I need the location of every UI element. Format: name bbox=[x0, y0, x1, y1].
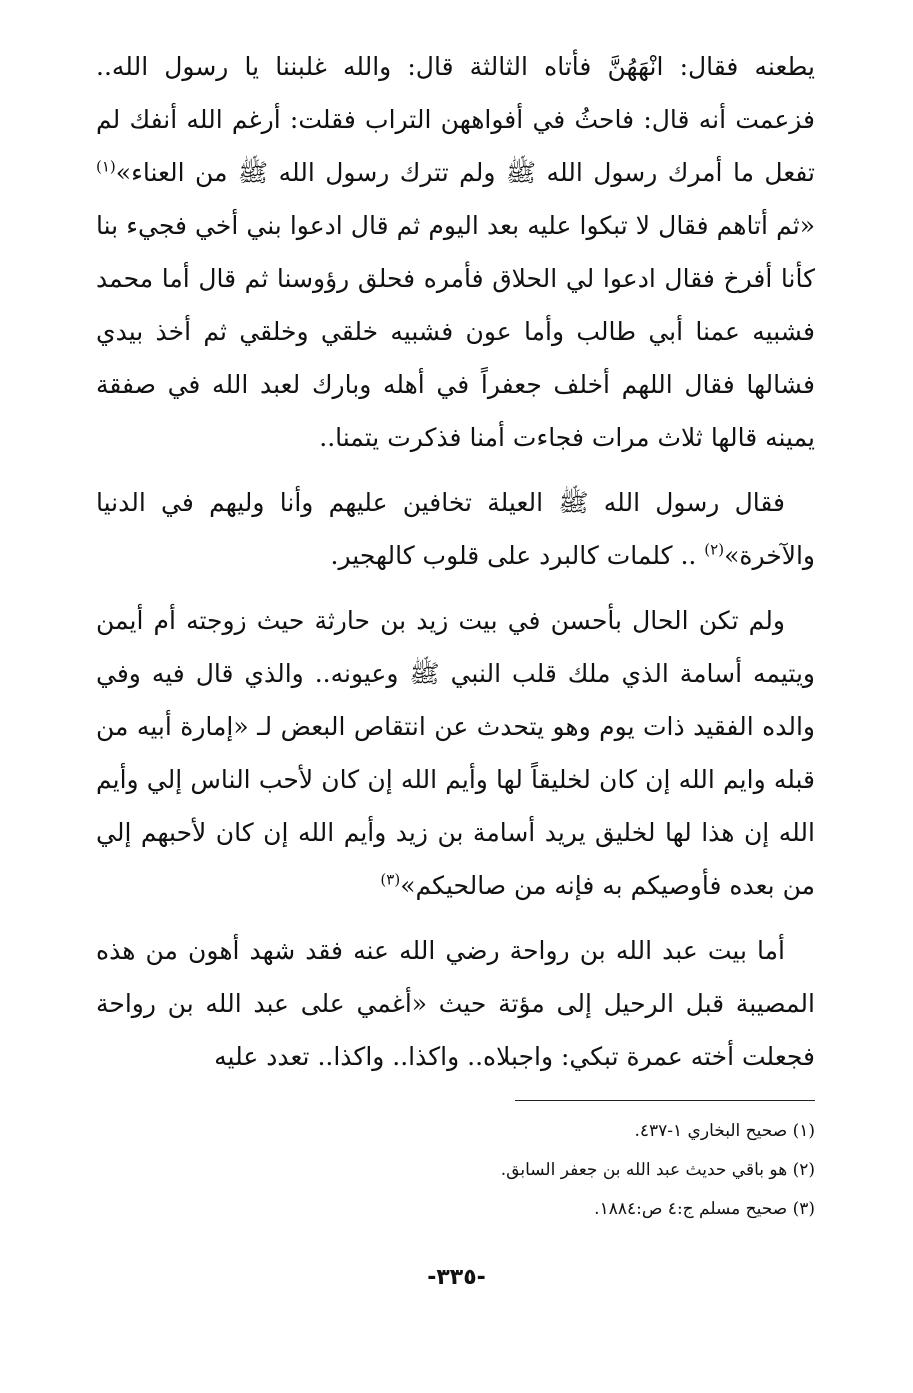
page-number: -٣٣٥- bbox=[427, 1265, 486, 1290]
footnote-3: (٣) صحيح مسلم ج:٤ ص:١٨٨٤. bbox=[594, 1199, 815, 1219]
paragraph-2-text-b: .. كلمات كالبرد على قلوب كالهجير. bbox=[330, 541, 705, 570]
footnotes-section bbox=[96, 1112, 815, 1229]
paragraph-4-text: أما بيت عبد الله بن رواحة رضي الله عنه فقد شهد أهون من هذه المصيبة قبل الرحيل إلى مؤتة حيث «أغمي على عبد الله بن رواحة فجعلت أخته عمرة تبكي: واجبلاه.. واكذا.. واكذا.. تعدد عليه bbox=[96, 936, 815, 1071]
footnote-ref-1[interactable]: (١) bbox=[96, 157, 116, 176]
paragraph-1-text-b: «ثم أتاهم فقال لا تبكوا عليه بعد اليوم ثم قال ادعوا بني أخي فجيء بنا كأنا أفرخ فقال ادعوا لي الحلاق فأمره فحلق رؤوسنا ثم قال أما محمد فشبيه عمنا أبي طالب وأما عون فشبيه خلقي وخلقي ثم أخذ بيدي فشالها فقال اللهم أخلف جعفراً في أهله وبارك لعبد الله في صفقة يمينه قالها ثلاث مرات فجاءت أمنا فذكرت يتمنا.. bbox=[96, 211, 815, 452]
paragraph-1-text-a: يطعنه فقال: انْهَهُنَّ فأتاه الثالثة قال: والله غلبننا يا رسول الله.. فزعمت أنه قال: فاحثُ في أفواههن التراب فقلت: أرغم الله أنفك لم تفعل ما أمرك رسول الله ﷺ ولم تترك رسول الله ﷺ من العناء» bbox=[96, 52, 815, 187]
paragraph-2-text-a: فقال رسول الله ﷺ العيلة تخافين عليهم وأنا وليهم في الدنيا والآخرة» bbox=[96, 488, 815, 570]
paragraph-3 bbox=[96, 594, 815, 912]
paragraph-3-text-a: ولم تكن الحال بأحسن في بيت زيد بن حارثة حيث زوجته أم أيمن ويتيمه أسامة الذي ملك قلب النبي ﷺ وعيونه.. والذي قال فيه وفي والده الفقيد ذات يوم وهو يتحدث عن انتقاص البعض لـ «إمارة أبيه من قبله وايم الله إن كان لخليقاً لها وأيم الله إن كان لأحب الناس إلي وأيم الله إن هذا لها لخليق يريد أسامة بن زيد وأيم الله إن كان لأحبهم إلي من بعده فأوصيكم به فإنه من صالحيكم» bbox=[96, 606, 815, 900]
footnote-ref-2[interactable]: (٢) bbox=[704, 540, 725, 559]
footnote-ref-3[interactable]: (٣) bbox=[380, 870, 401, 889]
footnote-1: (١) صحيح البخاري ١-٤٣٧. bbox=[634, 1121, 815, 1141]
footnote-2: (٢) هو باقي حديث عبد الله بن جعفر السابق. bbox=[500, 1160, 815, 1180]
paragraph-2 bbox=[96, 476, 815, 582]
footnote-divider bbox=[515, 1100, 815, 1101]
paragraph-4 bbox=[96, 924, 815, 1083]
paragraph-1 bbox=[96, 40, 815, 464]
book-page bbox=[96, 40, 815, 1393]
